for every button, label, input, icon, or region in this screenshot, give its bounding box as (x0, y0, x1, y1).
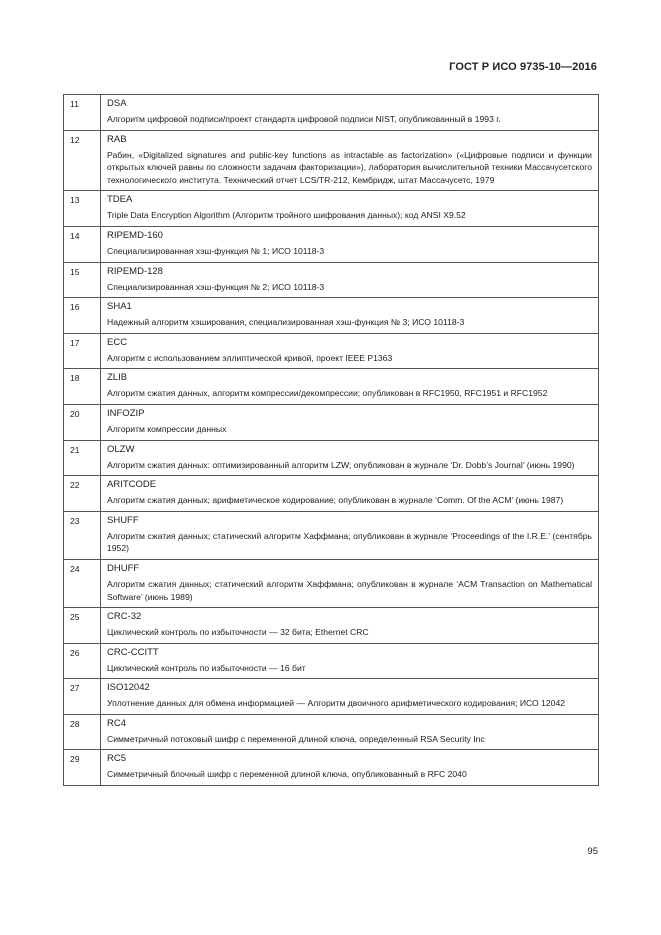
row-number: 20 (64, 404, 101, 440)
algorithm-cell (101, 643, 599, 679)
algorithm-cell (101, 714, 599, 750)
table-row (64, 262, 599, 298)
row-number: 15 (64, 262, 101, 298)
algorithm-cell (101, 511, 599, 559)
row-number: 14 (64, 226, 101, 262)
row-number: 25 (64, 608, 101, 644)
algorithm-cell (101, 440, 599, 476)
algorithm-code: ISO12042 (107, 682, 150, 694)
algorithm-code: OLZW (107, 443, 135, 455)
row-number: 28 (64, 714, 101, 750)
table-row (64, 440, 599, 476)
algorithm-description: Уплотнение данных для обмена информацией — Алгоритм двоичного арифметического кодирования; ИСО 12042 (107, 698, 566, 709)
algorithm-table-body (64, 95, 599, 786)
algorithm-code: DHUFF (107, 562, 140, 574)
algorithm-code: DSA (107, 98, 127, 109)
algorithm-description: Рабин, «Digitalized signatures and public-key functions as intractable as factorization» («Цифровые подписи и функции открытых ключей равны по сложности задачам факторизации»), лаборатория вычислительной техники Массачусетского технологического института. Технический отчет LCS/TR-212, Кембридж, штат Массачусетс, 1979 (107, 149, 592, 185)
algorithm-description: Специализированная хэш-функция № 2; ИСО 10118-3 (107, 281, 325, 292)
algorithm-code: RC5 (107, 753, 127, 765)
table-row (64, 559, 599, 607)
algorithm-cell (101, 95, 599, 131)
table-row (64, 333, 599, 369)
algorithm-description: Алгоритм сжатия данных; статический алгоритм Хаффмана; опубликован в журнале ‘ACM Transaction on Mathematical Software’ (июнь 1989) (107, 578, 592, 602)
table-row (64, 476, 599, 512)
algorithm-code: ZLIB (107, 372, 128, 384)
algorithm-code: SHA1 (107, 301, 132, 313)
algorithm-description: Алгоритм с использованием эллиптической кривой, проект IEEE P1363 (107, 352, 393, 363)
algorithm-cell (101, 476, 599, 512)
algorithm-cell (101, 608, 599, 644)
algorithm-code: INFOZIP (107, 407, 145, 419)
row-number: 13 (64, 191, 101, 227)
algorithm-cell (101, 298, 599, 334)
algorithm-code: ARITCODE (107, 479, 157, 491)
algorithm-code: RIPEMD-128 (107, 265, 163, 277)
table-row (64, 298, 599, 334)
algorithm-description: Алгоритм компрессии данных (107, 423, 227, 434)
algorithm-code: CRC-32 (107, 611, 142, 623)
row-number: 27 (64, 679, 101, 715)
algorithm-cell (101, 559, 599, 607)
algorithm-description: Надежный алгоритм хэширования, специализированная хэш-функция № 3; ИСО 10118-3 (107, 317, 465, 328)
row-number: 16 (64, 298, 101, 334)
algorithm-code: ECC (107, 336, 128, 348)
table-row (64, 714, 599, 750)
algorithm-cell (101, 191, 599, 227)
algorithm-description: Специализированная хэш-функция № 1; ИСО 10118-3 (107, 245, 325, 256)
row-number: 11 (64, 95, 101, 131)
algorithm-cell (101, 262, 599, 298)
algorithm-cell (101, 369, 599, 405)
algorithm-cell (101, 226, 599, 262)
algorithm-description: Алгоритм цифровой подписи/проект стандарта цифровой подписи NIST, опубликованный в 1993 г. (107, 114, 501, 124)
algorithm-cell (101, 750, 599, 786)
table-row (64, 404, 599, 440)
row-number: 22 (64, 476, 101, 512)
table-row (64, 226, 599, 262)
algorithm-code: RC4 (107, 717, 127, 729)
algorithm-description: Циклический контроль по избыточности — 32 бита; Ethernet CRC (107, 627, 369, 638)
row-number: 29 (64, 750, 101, 786)
algorithm-code: CRC-CCITT (107, 646, 159, 658)
table-row (64, 191, 599, 227)
algorithm-description: Алгоритм сжатия данных: оптимизированный алгоритм LZW; опубликован в журнале ‘Dr. Dobb’s Journal’ (июнь 1990) (107, 459, 575, 470)
table-row (64, 369, 599, 405)
table-row (64, 750, 599, 786)
row-number: 21 (64, 440, 101, 476)
table-row (64, 511, 599, 559)
row-number: 18 (64, 369, 101, 405)
algorithm-description: Алгоритм сжатия данных; статический алгоритм Хаффмана; опубликован в журнале ‘Proceedings of the I.R.E.’ (сентябрь 1952) (107, 530, 592, 554)
algorithm-code: RAB (107, 133, 127, 145)
row-number: 23 (64, 511, 101, 559)
page-number: 95 (587, 846, 598, 857)
table-row (64, 608, 599, 644)
algorithm-code: RIPEMD-160 (107, 229, 163, 241)
algorithm-cell (101, 404, 599, 440)
table-row (64, 679, 599, 715)
algorithm-description: Алгоритм сжатия данных; арифметическое кодирование; опубликован в журнале ‘Comm. Of the ACM’ (июнь 1987) (107, 495, 564, 506)
row-number: 12 (64, 130, 101, 191)
algorithm-description: Симметричный блочный шифр с переменной длиной ключа, опубликованный в RFC 2040 (107, 769, 467, 780)
algorithm-code: TDEA (107, 194, 133, 206)
row-number: 17 (64, 333, 101, 369)
document-standard-header: ГОСТ Р ИСО 9735-10—2016 (449, 61, 597, 73)
algorithm-description: Алгоритм сжатия данных, алгоритм компрессии/декомпрессии; опубликован в RFC1950, RFC1951 и RFC1952 (107, 388, 548, 399)
algorithm-cell (101, 333, 599, 369)
algorithm-cell (101, 130, 599, 191)
algorithm-description: Triple Data Encryption Algorithm (Алгоритм тройного шифрования данных); код ANSI X9.52 (107, 210, 466, 221)
algorithm-description: Циклический контроль по избыточности — 16 бит (107, 662, 306, 673)
algorithm-table (63, 94, 599, 786)
row-number: 24 (64, 559, 101, 607)
table-row (64, 130, 599, 191)
table-row (64, 643, 599, 679)
row-number: 26 (64, 643, 101, 679)
algorithm-cell (101, 679, 599, 715)
algorithm-description: Симметричный потоковый шифр с переменной длиной ключа, определенный RSA Security Inc (107, 733, 485, 744)
algorithm-code: SHUFF (107, 514, 139, 526)
table-row (64, 95, 599, 131)
